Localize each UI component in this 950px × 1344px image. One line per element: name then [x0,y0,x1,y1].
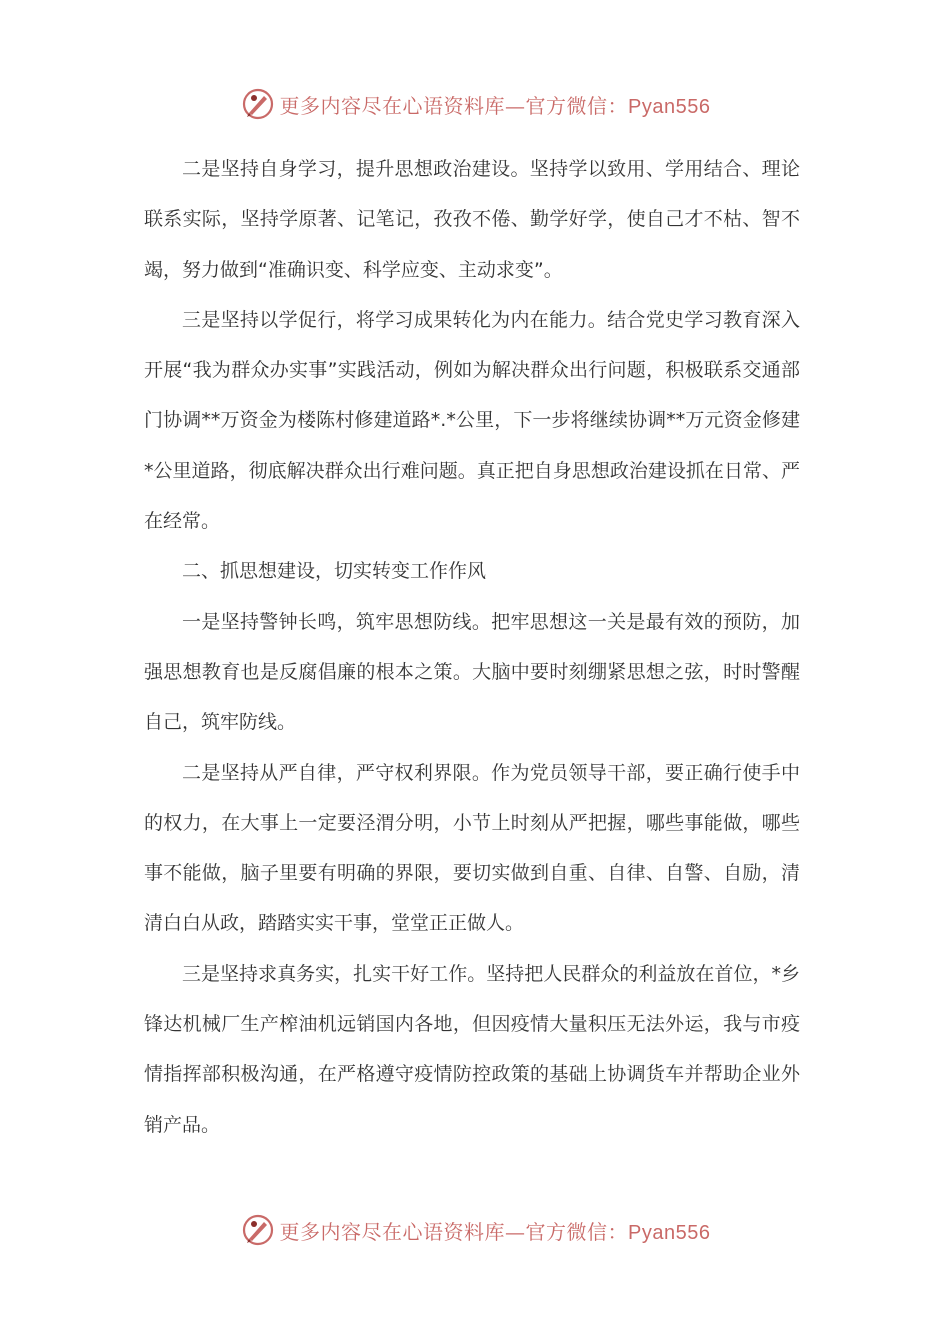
paragraph-2: 三是坚持以学促行，将学习成果转化为内在能力。结合党史学习教育深入开展“我为群众办实事”实践活动，例如为解决群众出行问题，积极联系交通部门协调**万资金为楼陈村修建道路*.*公里，下一步将继续协调**万元资金修建*公里道路，彻底解决群众出行难问题。真正把自身思想政治建设抓在日常、严在经常。 [144,308,800,533]
paragraph-5: 三是坚持求真务实，扎实干好工作。坚持把人民群众的利益放在首位，*乡锋达机械厂生产榨油机远销国内各地，但因疫情大量积压无法外运，我与市疫情指挥部积极沟通，在严格遵守疫情防控政策的基础上协调货车并帮助企业外销产品。 [144,962,800,1136]
wechat-id: Pyan556 [628,95,711,118]
paragraph-1: 二是坚持自身学习，提升思想政治建设。坚持学以致用、学用结合、理论联系实际，坚持学原著、记笔记，孜孜不倦、勤学好学，使自己才不枯、智不竭，努力做到“准确识变、科学应变、主动求变”。 [144,158,800,281]
header-watermark-banner [0,84,950,124]
quill-pen-logo-icon [240,86,276,122]
paragraph-3: 一是坚持警钟长鸣，筑牢思想防线。把牢思想这一关是最有效的预防，加强思想教育也是反腐倡廉的根本之策。大脑中要时刻绷紧思想之弦，时时警醒自己，筑牢防线。 [144,610,800,734]
wechat-id: Pyan556 [628,1221,711,1244]
paragraph-4: 二是坚持从严自律，严守权利界限。作为党员领导干部，要正确行使手中的权力，在大事上一定要泾渭分明，小节上时刻从严把握，哪些事能做，哪些事不能做，脑子里要有明确的界限，要切实做到自重、自律、自警、自励，清清白白从政，踏踏实实干事，堂堂正正做人。 [144,761,800,935]
footer-watermark-banner [0,1210,950,1250]
document-body [144,144,800,1150]
watermark-text: 更多内容尽在心语资料库—官方微信：Pyan556 [279,1219,711,1244]
section-heading: 二、抓思想建设，切实转变工作作风 [182,560,487,583]
quill-pen-logo-icon [240,1212,276,1248]
watermark-text: 更多内容尽在心语资料库—官方微信：Pyan556 [279,93,711,118]
